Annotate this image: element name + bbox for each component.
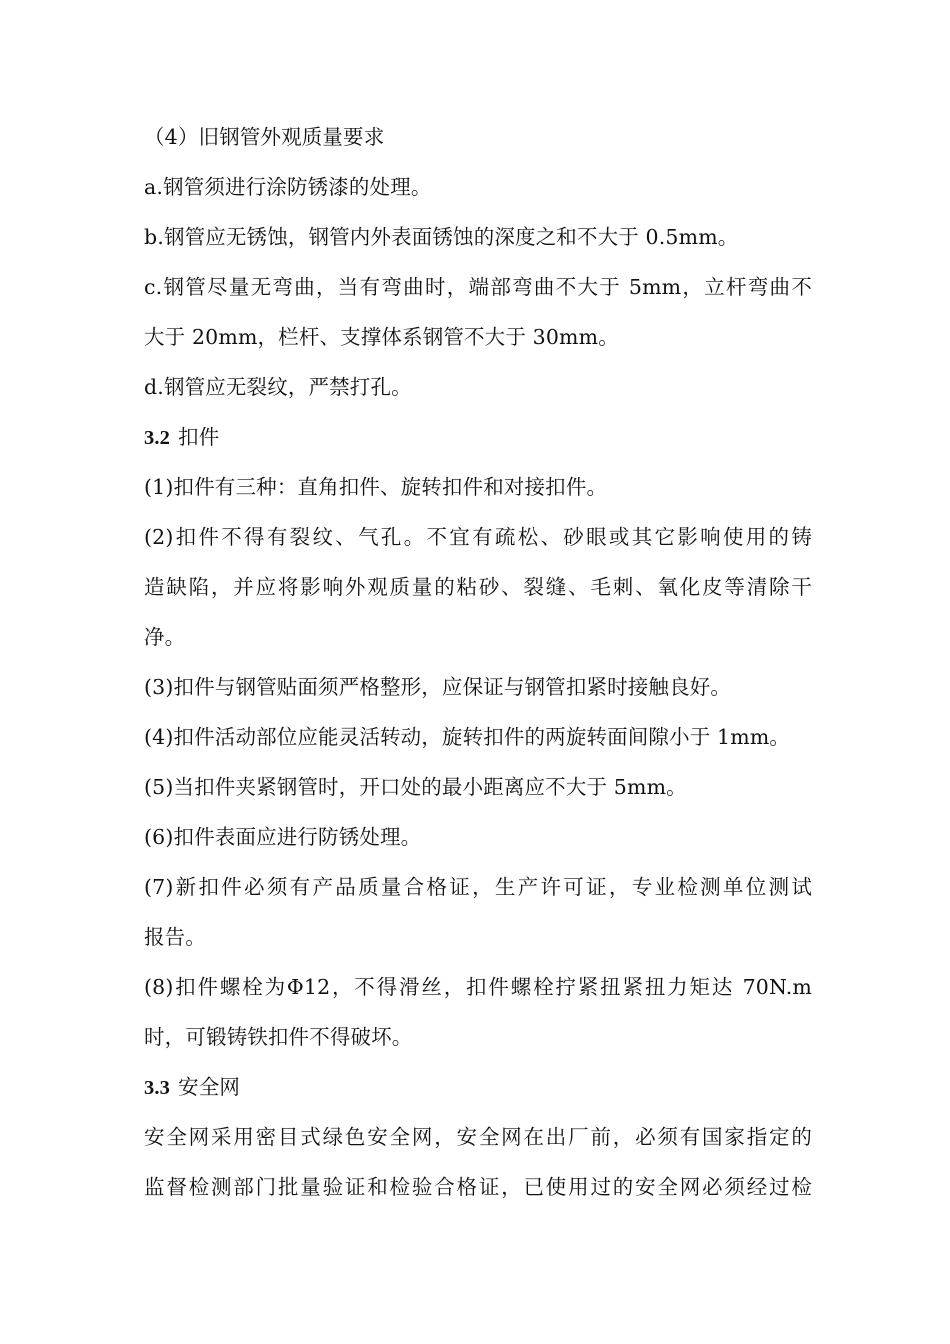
item-4c-line-2: 大于 20mm，栏杆、支撑体系钢管不大于 30mm。 [144,325,619,349]
safety-net-line-2: 监督检测部门批量验证和检验合格证，已使用过的安全网必须经过检 [144,1175,812,1199]
fitting-item-1: (1)扣件有三种：直角扣件、旋转扣件和对接扣件。 [144,475,608,499]
section-heading-3-3 [144,1062,812,1112]
section-heading-3-2 [144,412,812,462]
section-number: 3.3 [144,1077,171,1099]
item-4b: b.钢管应无锈蚀，钢管内外表面锈蚀的深度之和不大于 0.5mm。 [144,225,739,249]
item-4c-line-1: c.钢管尽量无弯曲，当有弯曲时，端部弯曲不大于 5mm，立杆弯曲不 [144,275,812,299]
fitting-item-7-line-2: 报告。 [144,925,206,949]
section-number: 3.2 [144,427,171,449]
fitting-item-2-line-2: 造缺陷，并应将影响外观质量的粘砂、裂缝、毛刺、氧化皮等清除干 [144,575,812,599]
fitting-item-6: (6)扣件表面应进行防锈处理。 [144,825,422,849]
item-4a: a.钢管须进行涂防锈漆的处理。 [144,175,432,199]
fitting-item-2-line-1: (2)扣件不得有裂纹、气孔。不宜有疏松、砂眼或其它影响使用的铸 [144,525,812,549]
fitting-item-7-line-1: (7)新扣件必须有产品质量合格证，生产许可证，专业检测单位测试 [144,875,812,899]
section-title: 扣件 [178,425,220,449]
fitting-item-3: (3)扣件与钢管贴面须严格整形，应保证与钢管扣紧时接触良好。 [144,675,732,699]
fitting-item-2-line-3: 净。 [144,625,186,649]
item-4-title: （4）旧钢管外观质量要求 [144,125,385,149]
fitting-item-4: (4)扣件活动部位应能灵活转动，旋转扣件的两旋转面间隙小于 1mm。 [144,725,791,749]
fitting-item-8-line-1: (8)扣件螺栓为Φ12，不得滑丝，扣件螺栓拧紧扭紧扭力矩达 70N.m [144,975,812,999]
fitting-item-8-line-2: 时，可锻铸铁扣件不得破坏。 [144,1025,413,1049]
safety-net-line-1: 安全网采用密目式绿色安全网，安全网在出厂前，必须有国家指定的 [144,1125,812,1149]
section-title: 安全网 [178,1075,241,1099]
fitting-item-5: (5)当扣件夹紧钢管时，开口处的最小距离应不大于 5mm。 [144,775,687,799]
document-page [144,112,812,1212]
item-4d: d.钢管应无裂纹，严禁打孔。 [144,375,412,399]
